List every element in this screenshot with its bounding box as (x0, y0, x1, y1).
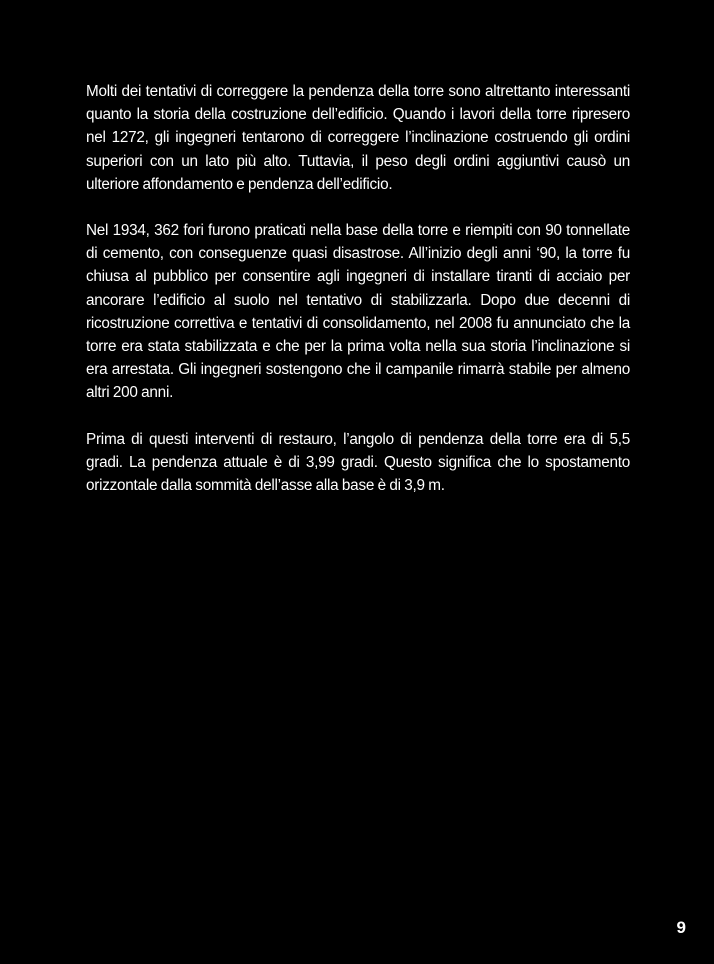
paragraph-3: Prima di questi interventi di restauro, l’angolo di pendenza della torre era di 5,5 gradi. La pendenza attuale è di 3,99 gradi. Questo significa che lo spostamento orizzontale dalla sommità dell’asse alla base è di 3,9 m. (86, 430, 630, 495)
paragraph-2: Nel 1934, 362 fori furono praticati nella base della torre e riempiti con 90 tonnellate di cemento, con conseguenze quasi disastrose. All’inizio degli anni ‘90, la torre fu chiusa al pubblico per consentire agli ingegneri di installare tiranti di acciaio per ancorare l’edificio al suolo nel tentativo di stabilizzarla. Dopo due decenni di ricostruzione correttiva e tentativi di consolidamento, nel 2008 fu annunciato che la torre era stata stabilizzata e che per la prima volta nella sua storia l’inclinazione si era arrestata. Gli ingegneri sostengono che il campanile rimarrà stabile per almeno altri 200 anni. (86, 222, 630, 402)
body-text (86, 80, 630, 520)
paragraph-1: Molti dei tentativi di correggere la pendenza della torre sono altrettanto interessanti quanto la storia della costruzione dell’edificio. Quando i lavori della torre ripresero nel 1272, gli ingegneri tentarono di correggere l’inclinazione costruendo gli ordini superiori con un lato più alto. Tuttavia, il peso degli ordini aggiuntivi causò un ulteriore affondamento e pendenza dell’edificio. (86, 83, 630, 193)
page-number: 9 (676, 918, 686, 937)
